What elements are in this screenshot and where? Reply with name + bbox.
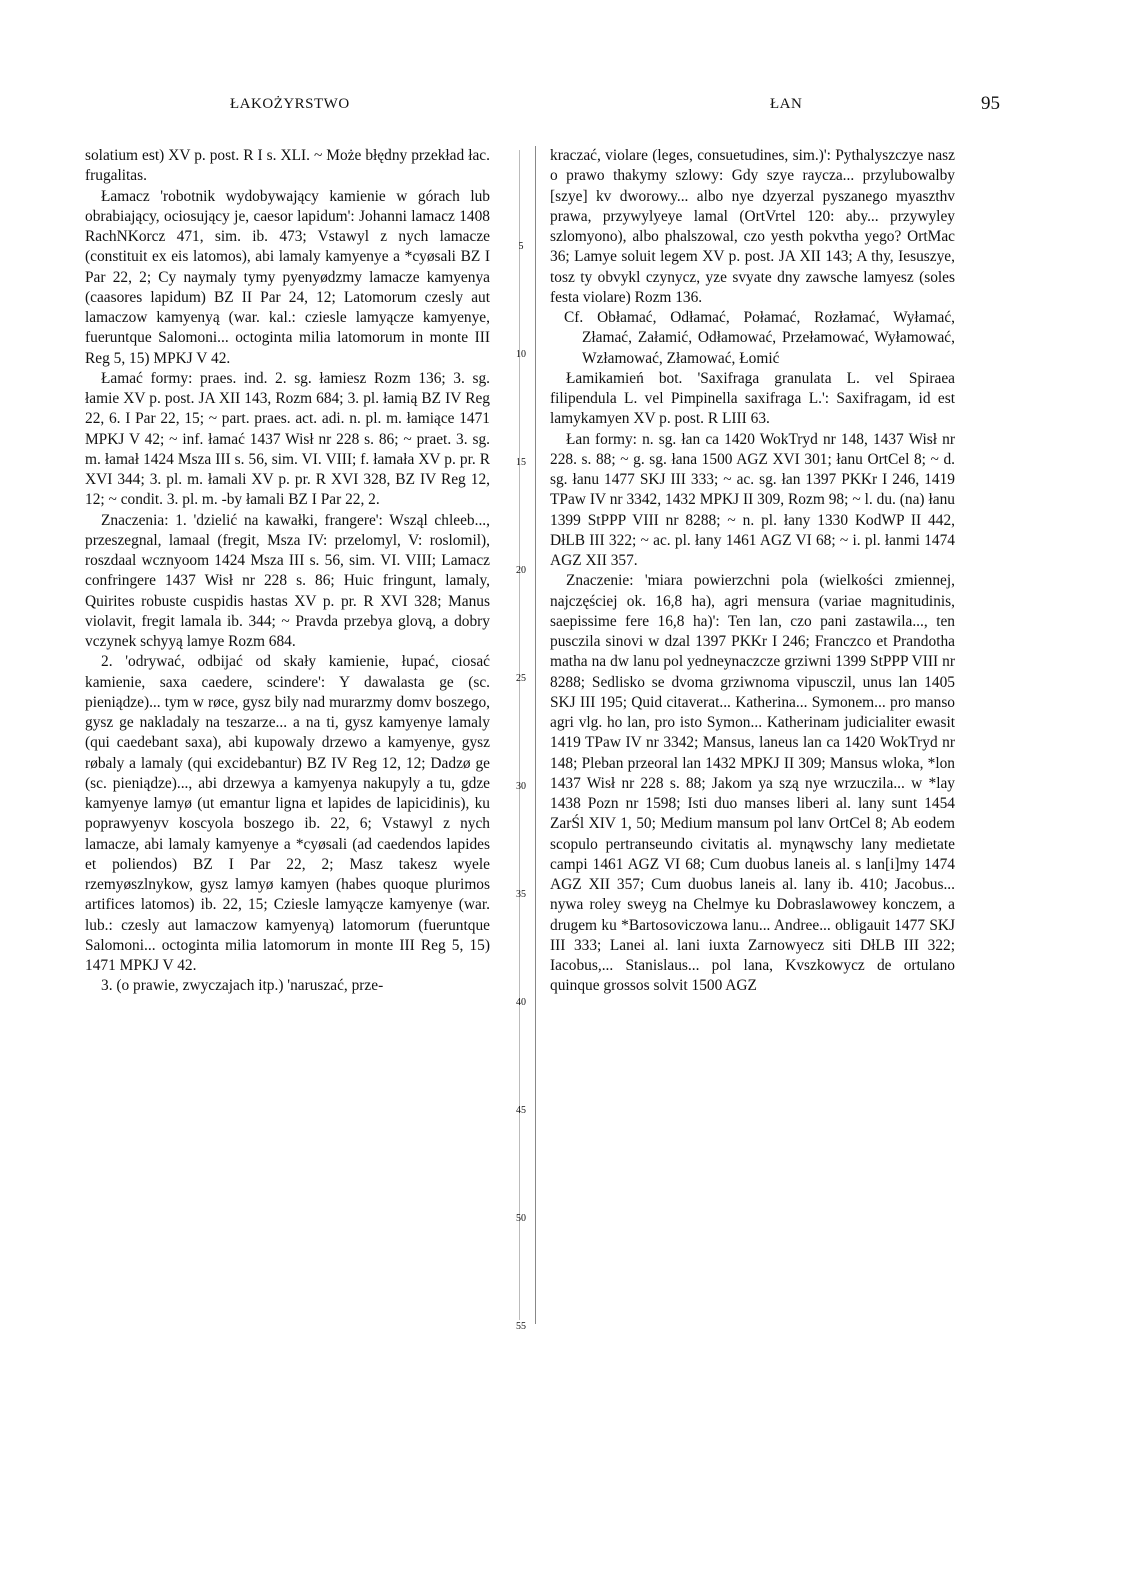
- column-rule-left: [519, 150, 520, 1320]
- entry-continuation: solatium est) XV p. post. R I s. XLI. ~ Może błędny przekład łac. frugalitas.: [85, 147, 490, 185]
- entry-lamac-meaning-1: Znaczenia: 1. 'dzielić na kawałki, frangere': Wsząl chleeb..., przeszegnal, lamaal (fregit, Msza IV: przelomyl, V: roslomil), roszdaal wcznyoom 1424 Msza III s. 56, sim. VI. VIII; Lamacz confringere 1437 Wisł nr 228 s. 86; Huic fringunt, lamaly, Quirites robuste cuspidis hastas XV p. pr. R XVI 328; Manus violavit, fregit lamala ib. 344; ~ Pravda przebya glovą, a dobry vczynek schyyą lamye Rozm 684.: [85, 511, 490, 650]
- running-header: [230, 93, 1000, 120]
- header-left-entry: ŁAKOŻYRSTWO: [230, 96, 350, 112]
- line-number: 40: [516, 997, 526, 1008]
- line-number: 25: [516, 673, 526, 684]
- entry-lamac-forms: Łamać formy: praes. ind. 2. sg. łamiesz Rozm 136; 3. sg. łamie XV p. post. JA XII 143, Rozm 684; 3. pl. łamią BZ IV Reg 22, 6. I Par 22, 15; ~ part. praes. act. adi. n. pl. m. łamiące 1471 MPKJ V 42; ~ inf. łamać 1437 Wisł nr 228 s. 86; ~ praet. 3. sg. m. łamał 1424 Msza III s. 56, sim. VI. VIII; f. łamała XV p. pr. R XVI 344; 3. pl. m. łamali XV p. pr. R XVI 328, BZ IV Reg 12, 12; ~ condit. 3. pl. m. -by łamali BZ I Par 22, 2.: [85, 369, 490, 509]
- cross-references: Cf. Obłamać, Odłamać, Połamać, Rozłamać, Wyłamać, Złamać, Załamić, Odłamować, Przełamować, Wyłamować, Wzłamować, Złamować, Łomić: [564, 309, 955, 367]
- entry-lamacz: Łamacz 'robotnik wydobywający kamienie w górach lub obrabiający, ociosujący je, caesor lapidum': Johanni lamacz 1408 RachNKorcz 471, sim. ib. 473; Vstawyl z nych lamacze (constituit ex eis latomos), abi lamaly kamyenye a *cyøsali BZ I Par 22, 2; Cy naymaly tymy pyenyødzmy lamacze kamyenya (caasores lapidum) BZ II Par 24, 12; Latomorum czesly aut lamaczow kamyenyą (war. kal.: cziesle lamyącze kamyenye, fueruntque Salomoni... octoginta milia latomorum in monte III Reg 5, 15) MPKJ V 42.: [85, 187, 490, 367]
- entry-lan-forms: Łan formy: n. sg. łan ca 1420 WokTryd nr 148, 1437 Wisł nr 228. s. 88; ~ g. sg. łana 1500 AGZ XVI 301; łanu OrtCel 8; ~ d. sg. łanu 1477 SKJ III 333; ~ ac. sg. łan 1397 PKKr I 246, 1419 TPaw IV nr 3342, 1432 MPKJ II 309, Rozm 98; ~ l. du. (na) łanu 1399 StPPP VIII nr 8288; ~ n. pl. łany 1330 KodWP II 442, DłLB III 322; ~ ac. pl. łany 1461 AGZ VI 68; ~ i. pl. łanmi 1474 AGZ XII 357.: [550, 430, 955, 569]
- entry-lamac-meaning-2: 2. 'odrywać, odbijać od skały kamienie, łupać, ciosać kamienie, saxa caedere, scindere': Y dawalasta ge (sc. pieniądze)... tym w røce, gysz bily nad murarzmy domv boszego, gysz ge nakladaly na teszarze... a na ti, gysz kamyenye lamaly (qui caedebant saxa), abi kupowaly drzewo a kamyenye, gysz røbaly a lamaly (qui excidebantur) BZ IV Reg 12, 12; Dadzø ge (sc. pieniądze)..., abi drzewya a kamyenya nakupyly a tu, gdze kamyenye lamyø (ut emantur ligna et lapides de lapicidinis), ku poprawyenyv koscyola boszego ib. 22, 6; Vstawyl z nych lamacze, abi lamaly kamyenye a *cyøsali (ad caedendos lapides et poliendos) BZ I Par 22, 2; Masz takesz wyele rzemyøszlnykow, gysz lamyø kamyen (habes quoque plurimos artifices latomos) ib. 22, 15; Cziesle lamyącze kamyenye (war. lub.: czesly aut lamaczow kamyenyą) latomorum (fueruntque Salomoni... octoginta milia latomorum in monte III Reg 5, 15) 1471 MPKJ V 42.: [85, 653, 490, 974]
- line-number: 15: [516, 457, 526, 468]
- column-rule-right: [535, 146, 536, 1324]
- line-number: 30: [516, 781, 526, 792]
- line-number: 45: [516, 1105, 526, 1116]
- entry-lamac-meaning-3-cont: kraczać, violare (leges, consuetudines, sim.)': Pythalyszczye nasz o prawo thakymy szlowy: Gdy szye raycza... przylubowalby [szye] kv dworowy... albo nye dzyerzal pyszanego myaszthv prawa, przywylyeye lamal (OrtVrtel 120: aby... przywyley szlomyono), albo phalszowal, czo yesth pokvtha yego? OrtMac 36; Lamye soluit legem XV p. post. JA XII 143; A thy, Iesuszye, tosz ty obvykl czynycz, yze svyate dny zawsche lamyesz (soles festa violare) Rozm 136.: [550, 147, 955, 306]
- header-right-entry: ŁAN: [770, 96, 803, 112]
- left-column: [85, 146, 490, 997]
- line-number: 5: [518, 241, 524, 252]
- entry-lan-meaning: Znaczenie: 'miara powierzchni pola (wielkości zmiennej, najczęściej ok. 16,8 ha), agri mensura (variae magnitudinis, saepissime fere 16,8 ha)': Ten lan, czo pani zastawila..., ten pusczila sinovi w dzal 1397 PKKr I 246; Franczco et Prandotha matha na dw lanu pol yedneynaczcze grziwni 1399 StPPP VIII nr 8288; Sedlisko se dvoma grziwnoma vipusczil, unus lan 1405 SKJ III 195; Quid citaverat... Katherina... Symonem... pro manso agri vlg. ho lan, pro isto Symon... Katherinam judicialiter ewasit 1419 TPaw IV nr 3342; Mansus, laneus lan ca 1420 WokTryd nr 148; Pleban przeoral lan 1432 MPKJ II 309; Mansus wloka, *lon 1437 Wisł nr 228 s. 88; Jakom ya szą nye wrzuczila... w *lay 1438 Pozn nr 1598; Isti duo manses liberi al. lany sunt 1454 ZarŚl XIV 1, 50; Medium mansum pol lanv OrtCel 8; Ab eodem scopulo pertranseundo civitatis al. mynąwschy lany medietate campi 1461 AGZ VI 68; Cum duobus laneis al. s lan[i]my 1474 AGZ XII 357; Cum duobus laneis al. lany ib. 410; Jacobus... nywa roley sweyg na Chelmye ku Dobraslawowey konczem, a drugem ku *Bartosoviczowa lanu... Andree... obligauit 1477 SKJ III 333; Lanei al. lani iuxta Zarnowyecz siti DłLB III 322; Iacobus,... Stanislaus... pol lana, Kvszkowycz de ortulano quinque grossos solvit 1500 AGZ: [550, 572, 955, 995]
- entry-lamikamien: Łamikamień bot. 'Saxifraga granulata L. vel Spiraea filipendula L. vel Pimpinella saxifraga L.': Saxifragam, id est lamykamyen XV p. post. R LIII 63.: [550, 369, 955, 428]
- right-column: [550, 146, 955, 997]
- line-number: 10: [516, 349, 526, 360]
- line-number: 20: [516, 565, 526, 576]
- line-number: 55: [516, 1321, 526, 1332]
- line-number: 35: [516, 889, 526, 900]
- page-number: 95: [981, 93, 1000, 114]
- entry-lamac-meaning-3: 3. (o prawie, zwyczajach itp.) 'naruszać, prze-: [101, 977, 384, 995]
- line-number: 50: [516, 1213, 526, 1224]
